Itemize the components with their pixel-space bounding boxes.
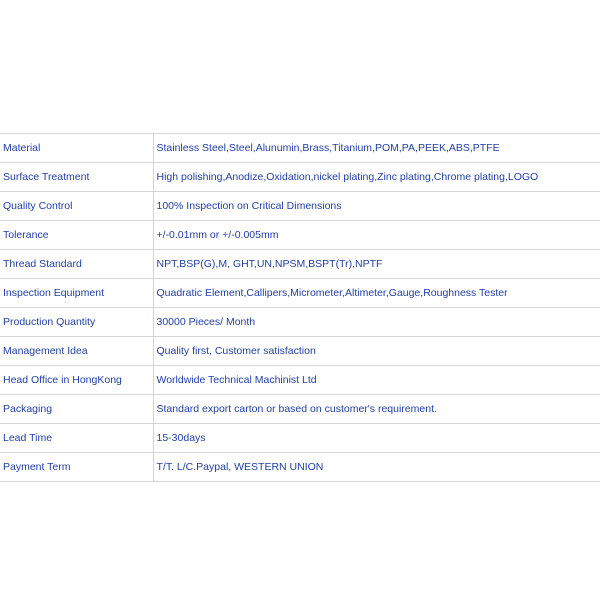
spec-value	[153, 163, 600, 192]
spec-value	[153, 366, 600, 395]
spec-label	[0, 134, 153, 163]
spec-label	[0, 366, 153, 395]
spec-row-management-idea	[0, 337, 600, 366]
spec-label	[0, 337, 153, 366]
spec-row-quality-control	[0, 192, 600, 221]
spec-value-text: 30000 Pieces/ Month	[156, 316, 256, 329]
spec-value	[153, 308, 600, 337]
spec-label-text: Thread Standard	[3, 258, 82, 271]
spec-value	[153, 192, 600, 221]
spec-row-surface-treatment	[0, 163, 600, 192]
spec-value-text: High polishing,Anodize,Oxidation,nickel plating,Zinc plating,Chrome plating,LOGO	[156, 171, 539, 184]
spec-label-text: Management Idea	[3, 345, 88, 358]
spec-row-packaging	[0, 395, 600, 424]
spec-row-inspection-equipment	[0, 279, 600, 308]
spec-label	[0, 424, 153, 453]
spec-label	[0, 221, 153, 250]
spec-label	[0, 250, 153, 279]
spec-label-text: Payment Term	[3, 461, 71, 474]
spec-value	[153, 453, 600, 482]
spec-value-text: Quadratic Element,Callipers,Micrometer,Altimeter,Gauge,Roughness Tester	[156, 287, 508, 300]
spec-row-thread-standard	[0, 250, 600, 279]
spec-label-text: Tolerance	[3, 229, 49, 242]
spec-label-text: Quality Control	[3, 200, 73, 213]
spec-label-text: Production Quantity	[3, 316, 96, 329]
spec-table	[0, 133, 600, 482]
spec-label	[0, 192, 153, 221]
spec-value	[153, 250, 600, 279]
spec-row-payment-term	[0, 453, 600, 482]
spec-value-text: Worldwide Technical Machinist Ltd	[156, 374, 317, 387]
spec-value-text: NPT,BSP(G),M, GHT,UN,NPSM,BSPT(Tr),NPTF	[156, 258, 383, 271]
spec-label	[0, 279, 153, 308]
spec-value-text: Standard export carton or based on customer's requirement.	[156, 403, 437, 416]
spec-label-text: Inspection Equipment	[3, 287, 104, 300]
spec-value-text: T/T. L/C.Paypal, WESTERN UNION	[156, 461, 324, 474]
spec-value-text: 100% Inspection on Critical Dimensions	[156, 200, 342, 213]
spec-value	[153, 424, 600, 453]
spec-value-text: +/-0.01mm or +/-0.005mm	[156, 229, 279, 242]
spec-table-body	[0, 134, 600, 482]
spec-value-text: 15-30days	[156, 432, 206, 445]
spec-row-head-office	[0, 366, 600, 395]
spec-label	[0, 308, 153, 337]
spec-label	[0, 453, 153, 482]
spec-row-production-quantity	[0, 308, 600, 337]
spec-row-tolerance	[0, 221, 600, 250]
spec-value	[153, 221, 600, 250]
spec-value	[153, 337, 600, 366]
spec-label-text: Head Office in HongKong	[3, 374, 122, 387]
spec-value	[153, 134, 600, 163]
spec-label	[0, 395, 153, 424]
spec-value	[153, 279, 600, 308]
spec-value	[153, 395, 600, 424]
spec-label-text: Packaging	[3, 403, 53, 416]
spec-label	[0, 163, 153, 192]
spec-label-text: Lead Time	[3, 432, 53, 445]
spec-value-text: Stainless Steel,Steel,Alunumin,Brass,Titanium,POM,PA,PEEK,ABS,PTFE	[156, 142, 500, 155]
spec-row-material	[0, 134, 600, 163]
spec-value-text: Quality first, Customer satisfaction	[156, 345, 316, 358]
spec-label-text: Material	[3, 142, 41, 155]
spec-label-text: Surface Treatment	[3, 171, 90, 184]
spec-row-lead-time	[0, 424, 600, 453]
